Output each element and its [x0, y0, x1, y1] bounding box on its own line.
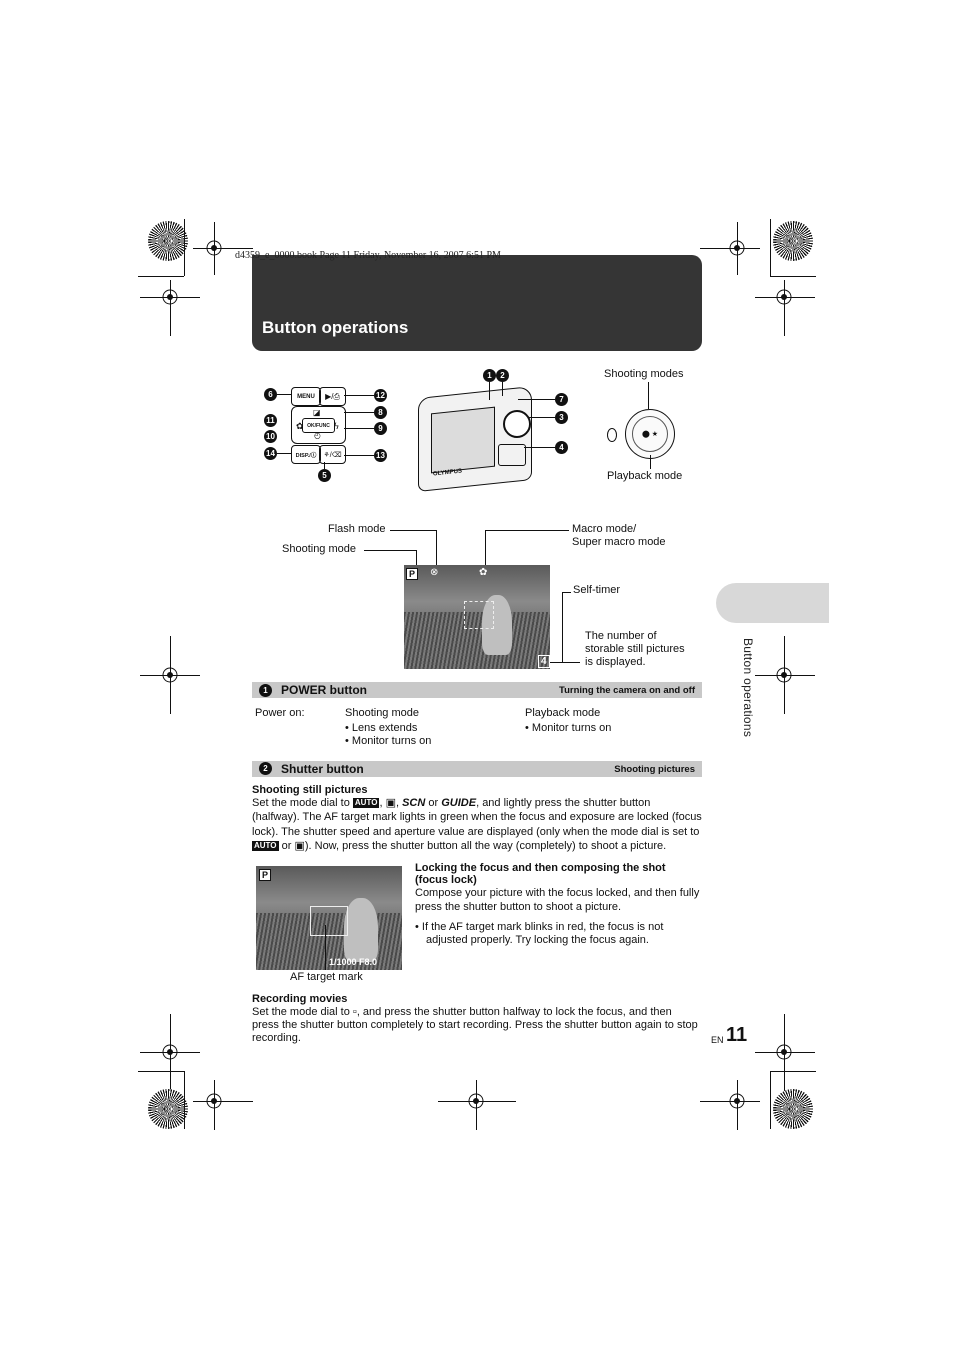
auto-mode-icon: AUTO	[354, 798, 378, 807]
super-macro-callout: Super macro mode	[572, 536, 666, 548]
badge-4: 4	[555, 441, 568, 454]
crosshair-target-icon	[726, 237, 748, 259]
brand-logo: OLYMPUS	[432, 468, 463, 478]
movies-line-1: Set the mode dial to ▫, and press the shutter button halfway to lock the focus, and then	[252, 1006, 672, 1018]
focus-lock-line-1: Compose your picture with the focus locked, and then fully	[415, 887, 700, 899]
badge-2: 2	[496, 369, 509, 382]
crosshair-target-icon	[773, 664, 795, 686]
registration-burst-icon	[148, 221, 188, 261]
section-badge-2: 2	[259, 762, 272, 775]
crosshair-target-icon	[203, 1090, 225, 1112]
crosshair-target-icon	[159, 664, 181, 686]
crosshair-target-icon	[726, 1090, 748, 1112]
flash-icon: ϟ	[334, 421, 339, 431]
movies-line-3: recording.	[252, 1032, 301, 1044]
registration-burst-icon	[773, 221, 813, 261]
scn-mode-icon: SCN	[402, 797, 426, 809]
playback-mode-label: Playback mode	[607, 470, 683, 482]
focus-lock-line-2: press the shutter button to shoot a picture.	[415, 901, 622, 913]
section-title-power: POWER button	[281, 683, 367, 697]
focus-lock-heading-1: Locking the focus and then composing the shot	[415, 862, 666, 874]
badge-10: 10	[264, 430, 277, 443]
program-mode-icon: ▣	[385, 797, 396, 809]
crosshair-target-icon	[465, 1090, 487, 1112]
dial-indicator	[607, 428, 617, 442]
crosshair-target-icon	[203, 237, 225, 259]
focus-lock-photo	[256, 866, 402, 970]
badge-7: 7	[555, 393, 568, 406]
still-paragraph-line-3: lock). The shutter speed and aperture value are displayed (only when the mode dial is set to	[252, 826, 700, 838]
section-subtitle-power: Turning the camera on and off	[559, 685, 695, 696]
shadow-adj-button: ⚘/⌫	[319, 445, 346, 464]
still-paragraph-line-1: Set the mode dial to AUTO , ▣, SCN or GUIDE, and lightly press the shutter button	[252, 797, 651, 809]
registration-burst-icon	[148, 1089, 188, 1129]
osd-flash-icon: ⊗	[430, 567, 439, 578]
crosshair-target-icon	[159, 286, 181, 308]
photo-osd-exposure: 1/1000 F8.0	[329, 957, 378, 967]
af-target-caption: AF target mark	[290, 971, 363, 983]
focus-lock-heading-2: (focus lock)	[415, 874, 477, 886]
recording-movies-heading: Recording movies	[252, 993, 348, 1005]
movies-line-2: press the shutter button completely to start recording. Press the shutter button again to stop	[252, 1019, 698, 1031]
crosshair-target-icon	[773, 1041, 795, 1063]
section-title-shutter: Shutter button	[281, 762, 364, 776]
storable-callout-1: The number of	[585, 630, 657, 642]
macro-mode-callout: Macro mode/	[572, 523, 637, 535]
power-shooting-mode: Shooting mode	[345, 707, 419, 719]
osd-shooting-mode: P	[406, 568, 418, 580]
focus-lock-bullet-1: • If the AF target mark blinks in red, the focus is not	[415, 921, 664, 933]
power-monitor-on: • Monitor turns on	[345, 735, 432, 747]
registration-burst-icon	[773, 1089, 813, 1129]
badge-9: 9	[374, 422, 387, 435]
guide-mode-icon: GUIDE	[441, 797, 477, 809]
storable-callout-2: storable still pictures	[585, 643, 685, 655]
monitor-photo	[404, 565, 550, 669]
badge-3: 3	[555, 411, 568, 424]
badge-5: 5	[318, 469, 331, 482]
still-pictures-heading: Shooting still pictures	[252, 784, 368, 796]
macro-icon: ✿	[296, 421, 304, 431]
camera-screen	[431, 407, 495, 474]
ok-func-button: OK/FUNC	[302, 418, 335, 433]
badge-14: 14	[264, 447, 277, 460]
crosshair-target-icon	[159, 1041, 181, 1063]
osd-picture-count: 4	[538, 655, 550, 668]
menu-button: MENU	[291, 387, 321, 406]
storable-callout-3: is displayed.	[585, 656, 646, 668]
movie-mode-icon: ▫	[352, 1006, 357, 1018]
power-playback-monitor-on: • Monitor turns on	[525, 722, 612, 734]
program-mode-icon: ▣	[294, 840, 305, 852]
footer-lang: EN	[711, 1035, 724, 1045]
badge-11: 11	[264, 414, 277, 427]
self-timer-icon: ◴	[314, 431, 321, 440]
page-number: 11	[726, 1024, 748, 1046]
crosshair-target-icon	[773, 286, 795, 308]
osd-macro-icon: ✿	[479, 567, 488, 578]
playback-print-button: ▶/⎙	[319, 387, 346, 406]
disp-button: DISP./ⓘ	[291, 445, 321, 464]
side-label: Button operations	[741, 638, 755, 738]
camera-buttons	[498, 444, 526, 466]
focus-lock-bullet-2: adjusted properly. Try locking the focus again.	[426, 934, 649, 946]
photo-osd-mode: P	[259, 869, 271, 881]
power-playback-mode: Playback mode	[525, 707, 601, 719]
power-on-label: Power on:	[255, 707, 305, 719]
file-header: d4359_e_0000.book Page 11 Friday, November 16, 2007 6:51 PM	[235, 250, 501, 261]
badge-6: 6	[264, 388, 277, 401]
shooting-modes-label: Shooting modes	[604, 368, 684, 380]
power-lens-extends: • Lens extends	[345, 722, 418, 734]
shooting-mode-callout: Shooting mode	[282, 543, 356, 555]
section-badge-1: 1	[259, 684, 272, 697]
still-paragraph-line-2: (halfway). The AF target mark lights in green when the focus and exposure are locked (focus	[252, 811, 702, 823]
badge-1: 1	[483, 369, 496, 382]
mode-dial	[503, 410, 531, 438]
badge-8: 8	[374, 406, 387, 419]
dial-symbols: ⬤ ★	[632, 416, 668, 452]
badge-13: 13	[374, 449, 387, 462]
flash-mode-callout: Flash mode	[328, 523, 386, 535]
auto-mode-icon: AUTO	[254, 841, 277, 850]
badge-12: 12	[374, 389, 387, 402]
still-paragraph-line-4: AUTO or ▣). Now, press the shutter button all the way (completely) to shoot a picture.	[254, 840, 667, 852]
section-subtitle-shutter: Shooting pictures	[614, 764, 695, 775]
exposure-icon: ◪	[313, 408, 321, 417]
side-tab	[716, 583, 829, 623]
self-timer-callout: Self-timer	[573, 584, 621, 596]
page-title: Button operations	[262, 318, 409, 337]
